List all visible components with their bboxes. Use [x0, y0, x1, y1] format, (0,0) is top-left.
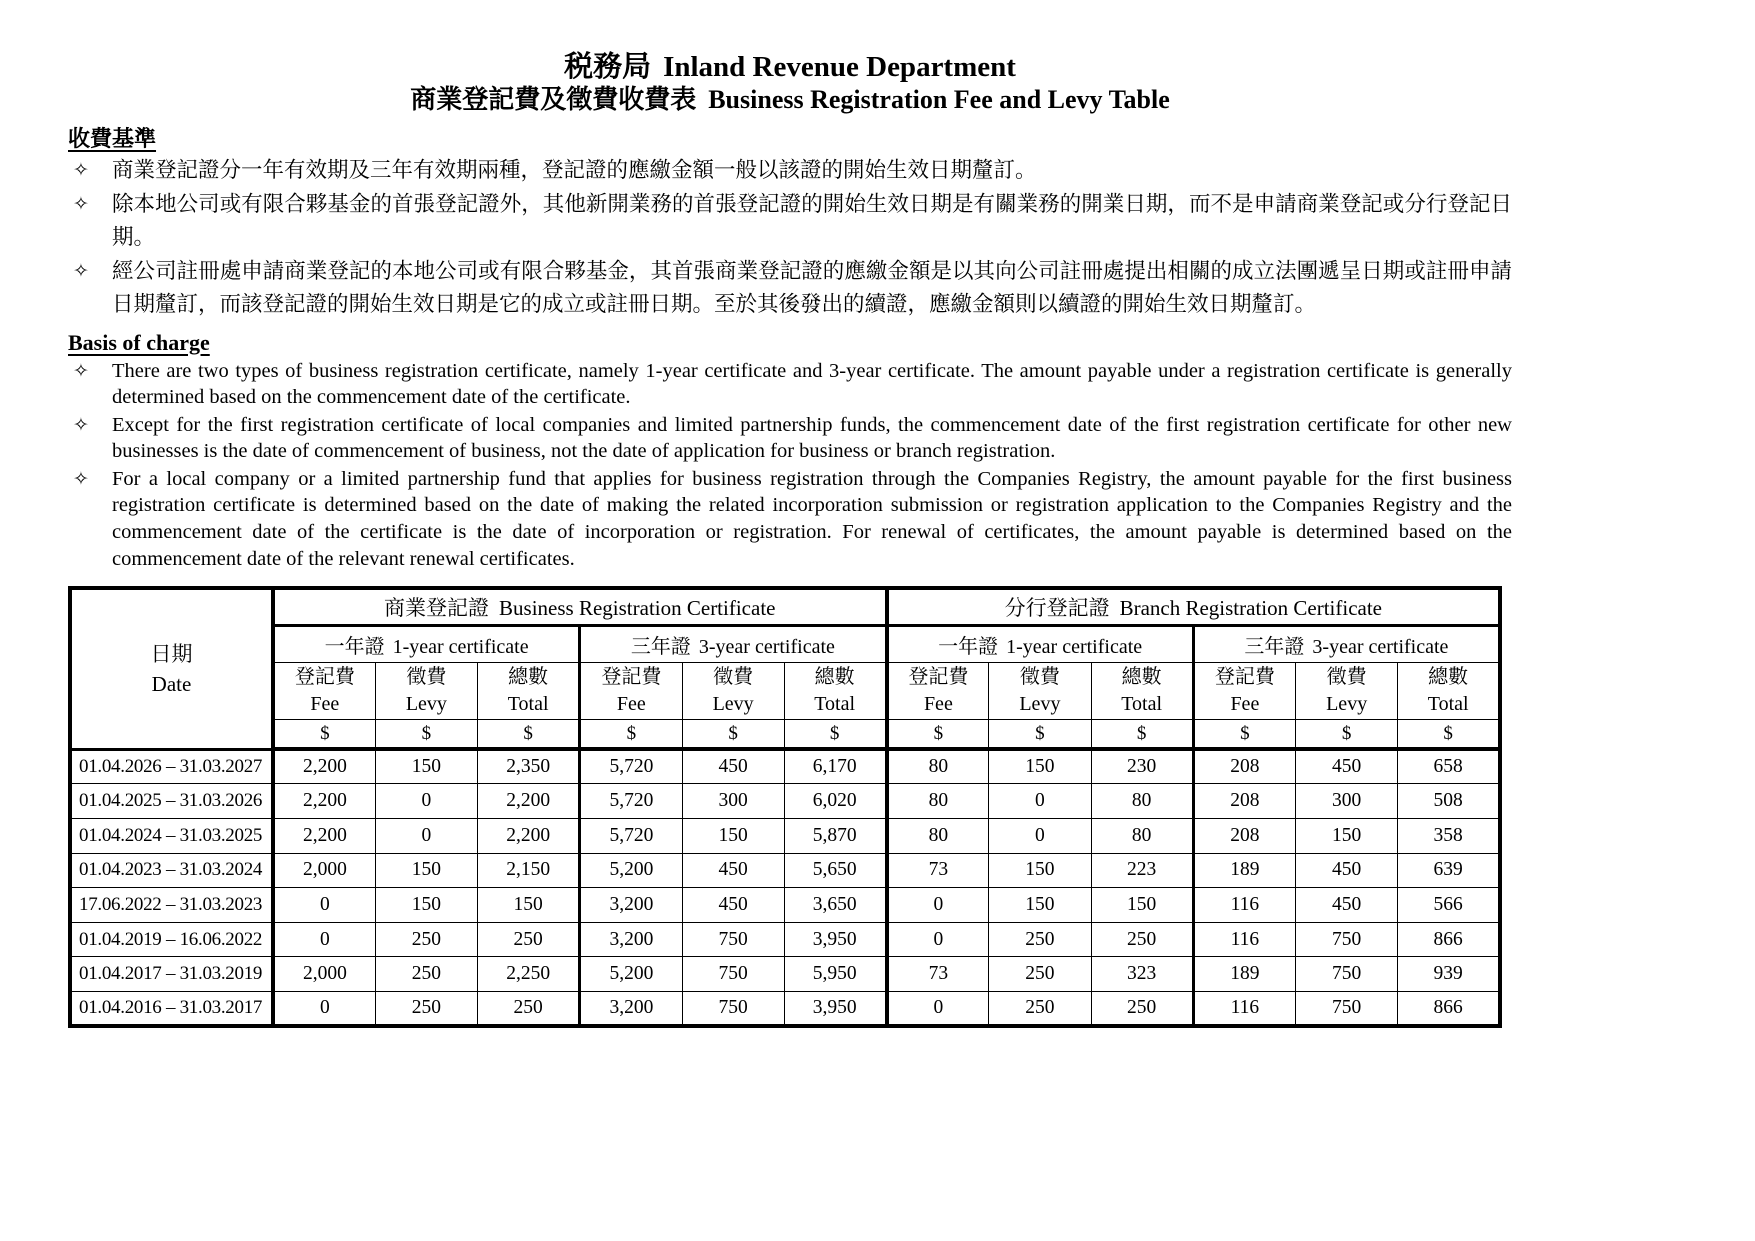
amount-cell: 73 — [887, 957, 989, 992]
amount-cell: 2,200 — [478, 784, 580, 819]
amount-cell: 250 — [375, 922, 477, 957]
amount-cell: 6,170 — [784, 749, 886, 784]
amount-cell: 300 — [1296, 784, 1398, 819]
amount-cell: 5,200 — [580, 957, 682, 992]
col-header-total: 總數 Total — [1091, 662, 1193, 719]
amount-cell: 250 — [478, 922, 580, 957]
currency-symbol: $ — [989, 719, 1091, 749]
amount-cell: 5,950 — [784, 957, 886, 992]
amount-cell: 450 — [682, 749, 784, 784]
amount-cell: 450 — [682, 888, 784, 923]
table-subgroup-header-row — [70, 625, 1500, 662]
title-en: Inland Revenue Department — [663, 51, 1016, 83]
amount-cell: 150 — [1296, 819, 1398, 854]
amount-cell: 3,200 — [580, 922, 682, 957]
diamond-bullet-icon: ✧ — [73, 260, 89, 282]
amount-cell: 0 — [273, 992, 375, 1027]
amount-cell: 250 — [1091, 922, 1193, 957]
currency-symbol: $ — [1091, 719, 1193, 749]
amount-cell: 450 — [1296, 888, 1398, 923]
amount-cell: 116 — [1193, 888, 1295, 923]
col-header-fee: 登記費 Fee — [273, 662, 375, 719]
basis-en-bullet-3 — [68, 466, 1512, 574]
amount-cell: 2,200 — [273, 819, 375, 854]
amount-cell: 450 — [1296, 853, 1398, 888]
currency-symbol: $ — [784, 719, 886, 749]
subgroup-label-zh: 三年證 — [1244, 635, 1305, 658]
date-range-cell: 01.04.2023 – 31.03.2024 — [70, 853, 273, 888]
amount-cell: 3,200 — [580, 888, 682, 923]
amount-cell: 658 — [1398, 749, 1500, 784]
bullet-text: 商業登記證分一年有效期及三年有效期兩種，登記證的應繳金額一般以該證的開始生效日期釐訂。 — [112, 158, 1037, 182]
amount-cell: 3,950 — [784, 992, 886, 1027]
amount-cell: 0 — [887, 888, 989, 923]
amount-cell: 189 — [1193, 853, 1295, 888]
col-header-levy: 徵費 Levy — [375, 662, 477, 719]
amount-cell: 2,000 — [273, 853, 375, 888]
amount-cell: 80 — [887, 749, 989, 784]
page-title — [68, 50, 1512, 84]
basis-en-bullet-2 — [68, 412, 1512, 466]
group-header-business-registration — [273, 588, 887, 625]
amount-cell: 2,150 — [478, 853, 580, 888]
amount-cell: 939 — [1398, 957, 1500, 992]
amount-cell: 5,200 — [580, 853, 682, 888]
amount-cell: 750 — [682, 957, 784, 992]
fee-table-body — [70, 749, 1500, 1026]
subgroup-label-en: 1-year certificate — [392, 635, 529, 658]
basis-en-bullet-1 — [68, 358, 1512, 412]
amount-cell: 3,200 — [580, 992, 682, 1027]
amount-cell: 0 — [989, 784, 1091, 819]
amount-cell: 0 — [273, 922, 375, 957]
amount-cell: 0 — [887, 992, 989, 1027]
amount-cell: 250 — [375, 992, 477, 1027]
diamond-bullet-icon: ✧ — [73, 468, 89, 490]
table-row — [70, 853, 1500, 888]
amount-cell: 2,200 — [273, 749, 375, 784]
amount-cell: 5,870 — [784, 819, 886, 854]
amount-cell: 566 — [1398, 888, 1500, 923]
amount-cell: 0 — [375, 784, 477, 819]
table-row — [70, 957, 1500, 992]
date-range-cell: 01.04.2026 – 31.03.2027 — [70, 749, 273, 784]
amount-cell: 5,720 — [580, 784, 682, 819]
amount-cell: 150 — [375, 888, 477, 923]
table-row — [70, 749, 1500, 784]
diamond-bullet-icon: ✧ — [73, 193, 89, 215]
amount-cell: 80 — [887, 819, 989, 854]
subgroup-branch-1year — [887, 625, 1194, 662]
currency-symbol: $ — [1193, 719, 1295, 749]
amount-cell: 223 — [1091, 853, 1193, 888]
table-column-header-row — [70, 662, 1500, 719]
basis-zh-bullet-1 — [68, 154, 1512, 188]
amount-cell: 0 — [273, 888, 375, 923]
date-range-cell: 01.04.2024 – 31.03.2025 — [70, 819, 273, 854]
amount-cell: 150 — [1091, 888, 1193, 923]
col-header-fee: 登記費 Fee — [1193, 662, 1295, 719]
amount-cell: 116 — [1193, 992, 1295, 1027]
amount-cell: 73 — [887, 853, 989, 888]
currency-symbol: $ — [273, 719, 375, 749]
fee-and-levy-table — [68, 586, 1502, 1028]
amount-cell: 250 — [375, 957, 477, 992]
basis-zh-bullet-3 — [68, 255, 1512, 322]
bullet-text: 經公司註冊處申請商業登記的本地公司或有限合夥基金，其首張商業登記證的應繳金額是以其向公司註冊處提出相關的成立法團遞呈日期或註冊申請日期釐訂，而該登記證的開始生效日期是它的成立或註冊日期。至於其後發出的續證，應繳金額則以續證的開始生效日期釐訂。 — [112, 258, 1512, 316]
amount-cell: 750 — [1296, 922, 1398, 957]
col-header-fee: 登記費 Fee — [887, 662, 989, 719]
amount-cell: 3,950 — [784, 922, 886, 957]
date-range-cell: 01.04.2016 – 31.03.2017 — [70, 992, 273, 1027]
date-header-en: Date — [151, 672, 192, 697]
amount-cell: 0 — [375, 819, 477, 854]
amount-cell: 0 — [989, 819, 1091, 854]
amount-cell: 3,650 — [784, 888, 886, 923]
amount-cell: 450 — [682, 853, 784, 888]
subgroup-branch-3year — [1193, 625, 1500, 662]
date-range-cell: 01.04.2025 – 31.03.2026 — [70, 784, 273, 819]
amount-cell: 323 — [1091, 957, 1193, 992]
amount-cell: 208 — [1193, 819, 1295, 854]
subtitle-zh: 商業登記費及徵費收費表 — [410, 85, 697, 114]
amount-cell: 750 — [682, 992, 784, 1027]
table-row — [70, 819, 1500, 854]
amount-cell: 150 — [375, 853, 477, 888]
amount-cell: 150 — [478, 888, 580, 923]
col-header-levy: 徵費 Levy — [989, 662, 1091, 719]
currency-symbol: $ — [682, 719, 784, 749]
amount-cell: 300 — [682, 784, 784, 819]
amount-cell: 80 — [887, 784, 989, 819]
date-range-cell: 01.04.2019 – 16.06.2022 — [70, 922, 273, 957]
amount-cell: 250 — [1091, 992, 1193, 1027]
bullet-text: 除本地公司或有限合夥基金的首張登記證外，其他新開業務的首張登記證的開始生效日期是有關業務的開業日期，而不是申請商業登記或分行登記日期。 — [112, 191, 1512, 249]
amount-cell: 639 — [1398, 853, 1500, 888]
col-header-levy: 徵費 Levy — [682, 662, 784, 719]
amount-cell: 150 — [989, 853, 1091, 888]
amount-cell: 230 — [1091, 749, 1193, 784]
col-header-total: 總數 Total — [1398, 662, 1500, 719]
group-label-zh: 分行登記證 — [1004, 596, 1110, 621]
amount-cell: 5,720 — [580, 749, 682, 784]
amount-cell: 150 — [989, 749, 1091, 784]
col-header-total: 總數 Total — [478, 662, 580, 719]
diamond-bullet-icon: ✧ — [73, 414, 89, 436]
date-column-header — [70, 588, 273, 749]
currency-symbol: $ — [478, 719, 580, 749]
currency-symbol: $ — [375, 719, 477, 749]
diamond-bullet-icon: ✧ — [73, 160, 89, 181]
amount-cell: 450 — [1296, 749, 1398, 784]
amount-cell: 250 — [478, 992, 580, 1027]
amount-cell: 508 — [1398, 784, 1500, 819]
amount-cell: 2,200 — [478, 819, 580, 854]
amount-cell: 208 — [1193, 749, 1295, 784]
table-row — [70, 784, 1500, 819]
date-range-cell: 17.06.2022 – 31.03.2023 — [70, 888, 273, 923]
bullet-text: There are two types of business registration certificate, namely 1-year certificate and 3-year certificate. The amount payable under a registration certificate is generally determined based on the commencement date of the certificate. — [112, 359, 1512, 409]
table-currency-row — [70, 719, 1500, 749]
table-row — [70, 992, 1500, 1027]
amount-cell: 250 — [989, 957, 1091, 992]
group-label-en: Business Registration Certificate — [499, 596, 776, 621]
subgroup-brc-1year — [273, 625, 580, 662]
amount-cell: 250 — [989, 992, 1091, 1027]
amount-cell: 750 — [1296, 992, 1398, 1027]
currency-symbol: $ — [887, 719, 989, 749]
amount-cell: 5,720 — [580, 819, 682, 854]
amount-cell: 250 — [989, 922, 1091, 957]
amount-cell: 80 — [1091, 784, 1193, 819]
amount-cell: 208 — [1193, 784, 1295, 819]
col-header-total: 總數 Total — [784, 662, 886, 719]
amount-cell: 0 — [887, 922, 989, 957]
amount-cell: 189 — [1193, 957, 1295, 992]
subgroup-label-en: 3-year certificate — [698, 635, 835, 658]
currency-symbol: $ — [1398, 719, 1500, 749]
amount-cell: 80 — [1091, 819, 1193, 854]
amount-cell: 150 — [989, 888, 1091, 923]
amount-cell: 750 — [682, 922, 784, 957]
title-zh: 税務局 — [564, 51, 652, 83]
diamond-bullet-icon: ✧ — [73, 360, 89, 382]
amount-cell: 116 — [1193, 922, 1295, 957]
date-header-zh: 日期 — [150, 642, 193, 667]
col-header-levy: 徵費 Levy — [1296, 662, 1398, 719]
amount-cell: 2,200 — [273, 784, 375, 819]
amount-cell: 358 — [1398, 819, 1500, 854]
amount-cell: 150 — [682, 819, 784, 854]
subgroup-label-zh: 一年證 — [938, 635, 999, 658]
amount-cell: 5,650 — [784, 853, 886, 888]
bullet-text: For a local company or a limited partnership fund that applies for business registration through the Companies Registry, the amount payable for the first business registration certificate is determined based on the date of making the related incorporation submission or registration application to the Companies Registry and the commencement date of the certificate is the date of incorporation or registration. For renewal of certificates, the amount payable is determined based on the commencement date of the relevant renewal certificates. — [112, 467, 1512, 571]
amount-cell: 866 — [1398, 922, 1500, 957]
subtitle-en: Business Registration Fee and Levy Table — [708, 85, 1170, 114]
basis-zh-bullet-2 — [68, 188, 1512, 255]
bullet-text: Except for the first registration certificate of local companies and limited partnership funds, the commencement date of the first registration certificate for other new businesses is the date of commencement of business, not the date of application for business or branch registration. — [112, 413, 1512, 463]
subgroup-label-en: 3-year certificate — [1312, 635, 1449, 658]
amount-cell: 2,250 — [478, 957, 580, 992]
table-row — [70, 888, 1500, 923]
col-header-fee: 登記費 Fee — [580, 662, 682, 719]
group-label-zh: 商業登記證 — [384, 596, 490, 621]
subgroup-label-zh: 三年證 — [630, 635, 691, 658]
document-content — [68, 50, 1512, 1028]
amount-cell: 866 — [1398, 992, 1500, 1027]
currency-symbol: $ — [1296, 719, 1398, 749]
table-row — [70, 922, 1500, 957]
amount-cell: 2,000 — [273, 957, 375, 992]
table-group-header-row — [70, 588, 1500, 625]
basis-of-charge-heading-en: Basis of charge — [68, 329, 210, 355]
group-header-branch-registration — [887, 588, 1501, 625]
amount-cell: 6,020 — [784, 784, 886, 819]
date-range-cell: 01.04.2017 – 31.03.2019 — [70, 957, 273, 992]
group-label-en: Branch Registration Certificate — [1119, 596, 1382, 621]
amount-cell: 750 — [1296, 957, 1398, 992]
subgroup-label-en: 1-year certificate — [1006, 635, 1143, 658]
subgroup-brc-3year — [580, 625, 887, 662]
subgroup-label-zh: 一年證 — [324, 635, 385, 658]
page-subtitle — [68, 84, 1512, 116]
currency-symbol: $ — [580, 719, 682, 749]
amount-cell: 2,350 — [478, 749, 580, 784]
basis-of-charge-heading-zh: 收費基準 — [68, 126, 157, 151]
amount-cell: 150 — [375, 749, 477, 784]
